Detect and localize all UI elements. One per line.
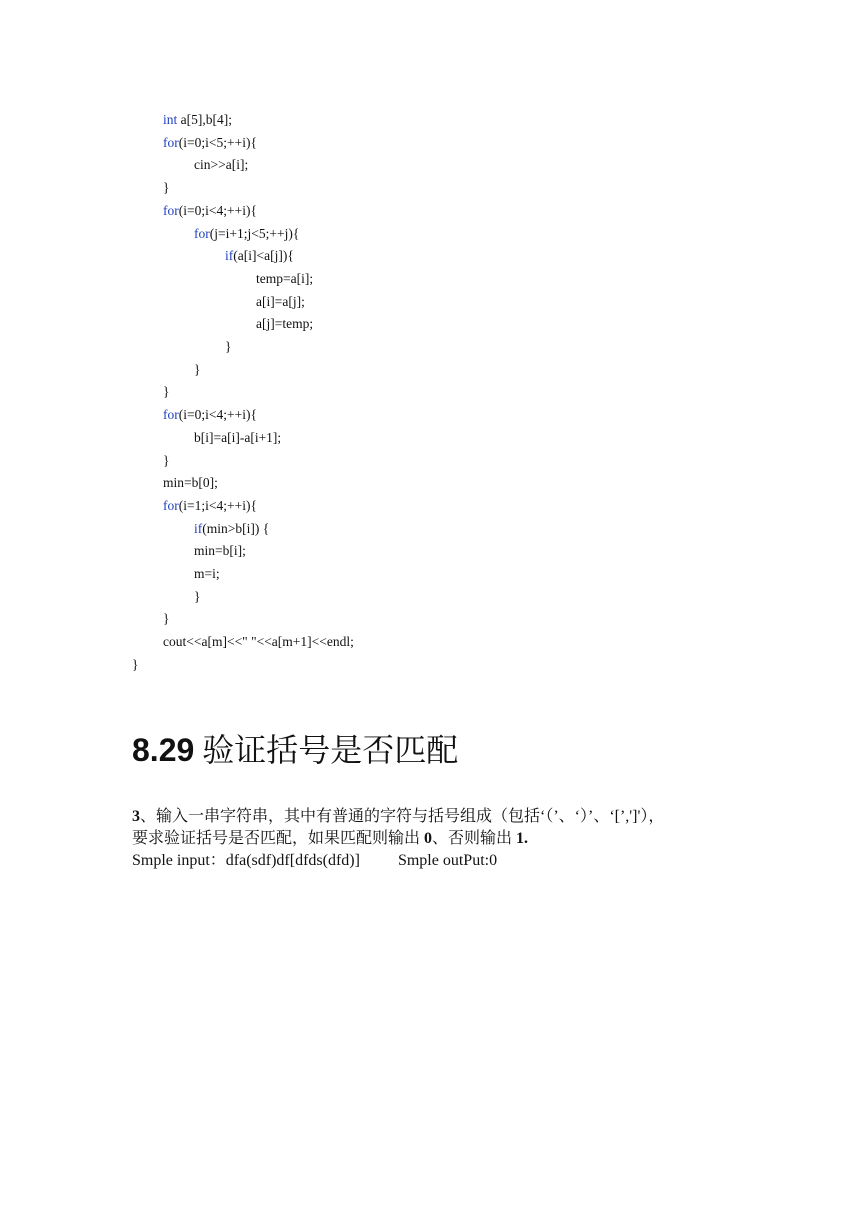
code-text: (i=0;i<5;++i){ <box>178 134 257 150</box>
section-heading <box>132 728 458 772</box>
code-line <box>194 157 248 173</box>
code-line <box>194 566 220 582</box>
code-line <box>194 521 269 537</box>
code-text: } <box>194 361 201 377</box>
problem-text-3: 、否则输出 <box>432 830 517 847</box>
sample-output: Smple outPut:0 <box>397 852 498 869</box>
code-text: (i=1;i<4;++i){ <box>178 497 257 513</box>
code-line <box>194 430 281 446</box>
code-keyword: for <box>163 202 179 218</box>
code-text: b[i]=a[i]-a[i+1]; <box>194 429 282 445</box>
code-text: } <box>132 656 139 672</box>
code-line <box>256 271 313 287</box>
code-text: (min>b[i]) { <box>202 520 270 536</box>
code-text: (i=0;i<4;++i){ <box>178 407 257 423</box>
code-line <box>163 407 257 423</box>
code-text: min=b[i]; <box>194 543 246 559</box>
code-line <box>194 226 299 242</box>
code-text: } <box>194 588 201 604</box>
problem-line-1 <box>132 806 664 828</box>
code-line <box>225 339 231 355</box>
code-line <box>163 384 169 400</box>
code-text: a[i]=a[j]; <box>256 293 305 309</box>
problem-number: 3 <box>132 808 140 825</box>
code-text: temp=a[i]; <box>256 270 314 286</box>
code-line <box>194 543 246 559</box>
code-line <box>256 316 313 332</box>
code-line <box>225 248 294 264</box>
code-line <box>163 634 354 650</box>
code-text: min=b[0]; <box>163 475 218 491</box>
problem-text-2: 要求验证括号是否匹配，如果匹配则输出 <box>132 830 425 847</box>
code-text: (i=0;i<4;++i){ <box>178 202 257 218</box>
code-text: cout<<a[m]<<" "<<a[m+1]<<endl; <box>163 634 354 650</box>
problem-text-1: 、输入一串字符串，其中有普通的字符与括号组成（包括‘（’、‘）’、‘[’,']'）， <box>140 808 665 825</box>
code-keyword: for <box>163 134 179 150</box>
code-line <box>163 475 218 491</box>
code-text: } <box>163 384 170 400</box>
code-keyword: for <box>163 497 179 513</box>
section-title: 验证括号是否匹配 <box>202 731 459 769</box>
code-line <box>163 453 169 469</box>
code-keyword: for <box>194 225 210 241</box>
section-number: 8.29 <box>132 732 195 768</box>
output-match-value: 0 <box>424 830 433 847</box>
code-line <box>163 498 257 514</box>
code-text: } <box>163 180 170 196</box>
problem-line-2 <box>132 828 528 850</box>
code-text: } <box>225 339 232 354</box>
code-line <box>163 135 257 151</box>
code-line <box>256 294 305 310</box>
code-text: a[5],b[4]; <box>177 112 232 127</box>
code-text: a[j]=temp; <box>256 316 314 332</box>
code-line <box>163 611 169 627</box>
code-keyword: for <box>163 407 179 423</box>
output-mismatch-value: 1. <box>516 830 529 847</box>
code-text: } <box>163 611 170 627</box>
code-text: (j=i+1;j<5;++j){ <box>209 225 300 241</box>
sample-input: Smple input：dfa(sdf)df[dfds(dfd)] <box>132 852 360 869</box>
code-line <box>163 203 257 219</box>
code-text: cin>>a[i]; <box>194 157 249 173</box>
code-line <box>132 657 138 673</box>
code-text: (a[i]<a[j]){ <box>233 248 294 264</box>
code-text: } <box>163 452 170 468</box>
sample-line <box>132 850 497 872</box>
code-text: m=i; <box>194 566 220 581</box>
code-line <box>163 180 169 196</box>
code-keyword: if <box>225 248 234 264</box>
code-keyword: if <box>194 520 203 536</box>
code-keyword: int <box>163 112 178 127</box>
code-line <box>163 112 232 128</box>
code-line <box>194 589 200 605</box>
code-line <box>194 362 200 378</box>
